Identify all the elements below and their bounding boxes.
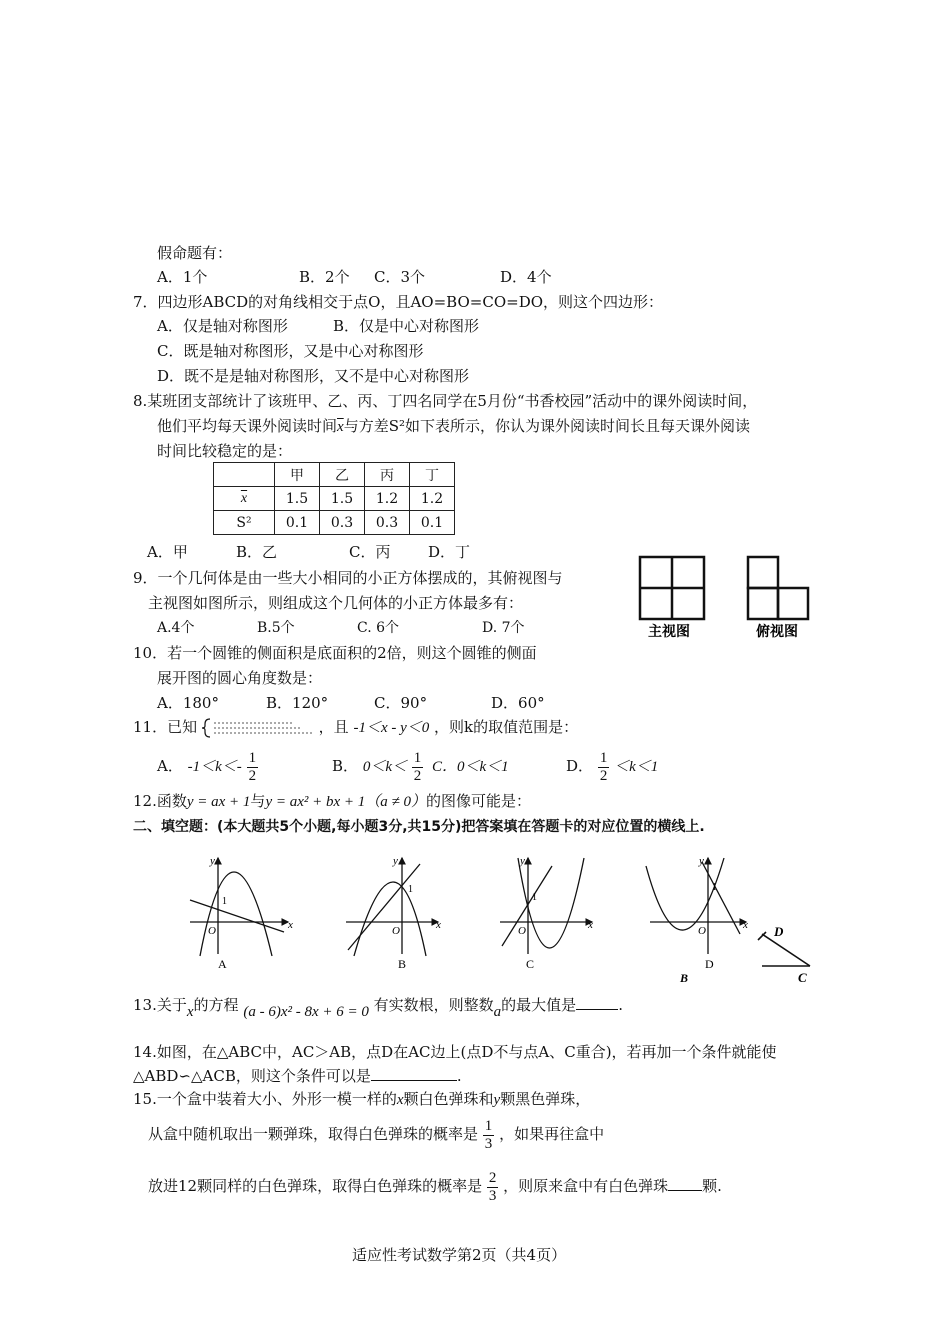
origin-label: O: [518, 925, 526, 937]
axis-label: x: [588, 919, 593, 931]
q11-option-d-frac: [598, 750, 610, 785]
q9-views-figure: [630, 550, 820, 642]
top-view-label: 俯视图: [756, 624, 798, 640]
q12-linear-fn: y = ax + 1: [186, 794, 251, 810]
table-row: [214, 487, 455, 511]
q13-mid: 的方程: [193, 996, 239, 1014]
q13-var: x: [186, 1004, 194, 1020]
frac-num: 1: [413, 749, 422, 766]
point-c-label: C: [798, 970, 807, 985]
front-view-label: 主视图: [648, 624, 690, 640]
q8-s2: S²: [388, 417, 405, 435]
frac-num: 1: [484, 1117, 493, 1134]
axis-label: y: [520, 855, 525, 867]
table-cell: 0.1: [275, 511, 320, 535]
table-row: [214, 511, 455, 535]
q11-option-d: [566, 745, 658, 787]
q15-line1-a: 15.一个盒中装着大小、外形一模一样的: [133, 1090, 397, 1108]
axis-label: x: [436, 919, 441, 931]
q6-option-c: C．3个: [374, 268, 426, 286]
table-cell: 1.2: [365, 487, 410, 511]
q6-option-a: A．1个: [157, 268, 208, 286]
graph-b-label: B: [398, 957, 407, 971]
q6-option-d: D．4个: [500, 268, 552, 286]
axis-label: y: [699, 855, 704, 867]
q12-pre: 12.函数: [133, 792, 187, 810]
q13-answer-blank[interactable]: [576, 995, 618, 1010]
q11-option-c: [432, 745, 509, 787]
q11-system-brace: [202, 717, 314, 739]
q10-option-c: C．90°: [374, 694, 428, 712]
q8-line2-c: 如下表所示，你认为课外阅读时间长且每天课外阅读: [405, 417, 751, 435]
q15-frac-two-thirds: [487, 1170, 499, 1205]
q6-tail: 假命题有：: [157, 244, 233, 262]
q14-answer-blank[interactable]: [371, 1066, 457, 1081]
q15-line1-b: 颗白色弹珠和: [403, 1090, 494, 1108]
q9-option-a: A.4个: [157, 620, 195, 636]
q11-option-a-label: A．: [157, 757, 183, 775]
q11-pre: 11．已知: [133, 718, 198, 736]
table-row-label-var: S²: [214, 511, 275, 535]
q7-option-a: A．仅是轴对称图形: [157, 317, 288, 335]
frac-den: 2: [599, 767, 608, 784]
q8-xbar: $\overline{x}$: [337, 419, 344, 435]
q8-line2: [157, 416, 750, 437]
table-cell: [214, 463, 275, 487]
q15-var-x: x: [396, 1092, 404, 1108]
q11-option-b-ineq: 0＜k＜: [362, 759, 407, 775]
table-cell: 1.2: [410, 487, 455, 511]
table-cell: 0.3: [365, 511, 410, 535]
frac-num: 2: [488, 1169, 497, 1186]
q15-frac-one-third: [483, 1118, 495, 1153]
q7-option-d: D．既不是是轴对称图形，又不是中心对称图形: [157, 367, 470, 385]
q11-option-d-label: D．: [566, 757, 594, 775]
graph-c-label: C: [526, 957, 535, 971]
page-footer: 适应性考试数学第2页（共4页）: [352, 1246, 567, 1264]
q9-option-b: B.5个: [257, 620, 295, 636]
table-header-ding: 丁: [410, 463, 455, 487]
q7-stem: 7．四边形ABCD的对角线相交于点O，且AO=BO=CO=DO，则这个四边形：: [133, 293, 664, 311]
q8-option-d: D．丁: [428, 543, 471, 561]
q9-line1: 9．一个几何体是由一些大小相同的小正方体摆成的，其俯视图与: [133, 569, 563, 587]
q15-line3-b: ，则原来盒中有白色弹珠: [503, 1177, 669, 1195]
q14-triangle-figure: [670, 920, 820, 988]
q14-end: .: [456, 1067, 462, 1085]
q11-option-b-frac: [412, 750, 424, 785]
table-cell: 1.5: [320, 487, 365, 511]
q7-option-b: B．仅是中心对称图形: [333, 317, 480, 335]
q10-option-a: A．180°: [157, 694, 219, 712]
table-header-bing: 丙: [365, 463, 410, 487]
q15-line2-b: ，如果再往盒中: [499, 1125, 605, 1143]
q14-line2: [133, 1066, 462, 1086]
table-cell: 0.3: [320, 511, 365, 535]
table-header-yi: 乙: [320, 463, 365, 487]
q15-line3-a: 放进12颗同样的白色弹珠，取得白色弹珠的概率是: [148, 1177, 483, 1195]
q8-option-b: B．乙: [236, 543, 278, 561]
q12-mid: 与: [250, 792, 266, 810]
q8-line1: 8.某班团支部统计了该班甲、乙、丙、丁四名同学在5月份“书香校园”活动中的课外阅读时间，: [133, 392, 758, 410]
intercept-label: 1: [408, 884, 413, 895]
graph-c: [500, 858, 592, 954]
q15-line1: [133, 1089, 590, 1110]
q13-post2: 的最大值是: [501, 996, 577, 1014]
origin-label: O: [698, 925, 706, 937]
q11-cond: ，且: [318, 718, 349, 736]
q15-line1-c: 颗黑色弹珠，: [500, 1090, 591, 1108]
q15-var-y: y: [493, 1092, 501, 1108]
q10-line1: 10．若一个圆锥的侧面积是底面积的2倍，则这个圆锥的侧面: [133, 644, 537, 662]
q13-line: [133, 991, 623, 1020]
q11-option-b: [332, 745, 423, 787]
q13-equation: (a - 6)x² - 8x + 6 = 0: [243, 1004, 369, 1020]
top-view: [748, 557, 808, 619]
table-cell: 1.5: [275, 487, 320, 511]
axis-label: x: [288, 919, 293, 931]
q9-option-c: C. 6个: [357, 620, 400, 636]
graph-d-label: D: [705, 957, 714, 971]
q15-line3: [148, 1164, 722, 1208]
q10-option-b: B．120°: [266, 694, 329, 712]
table-cell: 0.1: [410, 511, 455, 535]
frac-den: 3: [484, 1135, 493, 1152]
q10-option-d: D．60°: [491, 694, 545, 712]
point-b-label: B: [680, 971, 689, 985]
q6-option-b: B．2个: [299, 268, 350, 286]
axis-label: x: [743, 919, 748, 931]
q8-line2-a: 他们平均每天课外阅读时间: [157, 417, 338, 435]
intercept-label: 1: [222, 896, 227, 907]
frac-den: 2: [248, 767, 257, 784]
axis-label: y: [393, 855, 398, 867]
q12-cond: （a ≠ 0）: [365, 794, 427, 810]
q15-line3-c: 颗.: [702, 1177, 722, 1195]
table-header-jia: 甲: [275, 463, 320, 487]
q12-quadratic-fn: y = ax² + bx + 1: [265, 794, 366, 810]
origin-label: O: [208, 925, 216, 937]
q11-option-a-frac: [247, 750, 259, 785]
graph-a: [190, 858, 288, 956]
frac-num: 1: [599, 749, 608, 766]
q15-answer-blank[interactable]: [668, 1176, 702, 1191]
q15-line2-a: 从盒中随机取出一颗弹珠，取得白色弹珠的概率是: [148, 1125, 479, 1143]
q11-option-d-ineq: ＜k＜1: [614, 759, 659, 775]
q13-end: .: [618, 996, 623, 1014]
q8-stats-table: [213, 462, 455, 535]
intercept-label: 1: [532, 892, 537, 903]
q11-option-a: [157, 745, 258, 787]
q8-option-c: C．丙: [349, 543, 391, 561]
q11-stem: [133, 717, 578, 739]
graph-a-label: A: [218, 957, 227, 971]
q9-option-d: D. 7个: [482, 620, 525, 636]
q7-option-c: C．既是轴对称图形，又是中心对称图形: [157, 342, 424, 360]
table-row-label-mean: $\overline{x}$: [214, 487, 275, 511]
frac-den: 3: [488, 1187, 497, 1204]
q11-option-c-ineq: C．0＜k＜1: [432, 759, 509, 775]
q9-line2: 主视图如图所示，则组成这个几何体的小正方体最多有：: [148, 594, 524, 612]
point-d-label: D: [774, 924, 784, 939]
q14-line1: 14.如图，在△ABC中，AC＞AB，点D在AC边上(点D不与点A、C重合)，若再加一个条件就能使: [133, 1043, 777, 1061]
q12-stem: [133, 791, 531, 812]
frac-den: 2: [413, 767, 422, 784]
q13-post1: 有实数根，则整数: [373, 996, 494, 1014]
q13-pre: 13.关于: [133, 996, 187, 1014]
q12-post: 的图像可能是：: [426, 792, 532, 810]
front-view: [640, 557, 704, 619]
section-2-heading: 二、填空题：(本大题共5个小题,每小题3分,共15分)把答案填在答题卡的对应位置的横线上.: [133, 819, 705, 835]
q11-inequality: -1＜x - y＜0: [353, 720, 430, 736]
axis-label: y: [210, 855, 215, 867]
q15-line2: [148, 1112, 604, 1156]
frac-num: 1: [248, 749, 257, 766]
intercept-label: 1: [712, 882, 717, 893]
table-row: [214, 463, 455, 487]
graph-b: [346, 858, 438, 956]
q11-option-a-ineq: -1＜k＜-: [187, 759, 242, 775]
origin-label: O: [392, 925, 400, 937]
q11-option-b-label: B．: [332, 757, 359, 775]
q8-line2-b: 与方差: [343, 417, 389, 435]
q11-post: ，则k的取值范围是：: [434, 718, 579, 736]
q13-var2: a: [493, 1004, 502, 1020]
q14-line2-text: △ABD∽△ACB，则这个条件可以是: [133, 1067, 371, 1085]
q10-line2: 展开图的圆心角度数是：: [157, 669, 323, 687]
q8-option-a: A．甲: [147, 543, 188, 561]
q8-line3: 时间比较稳定的是：: [157, 442, 293, 460]
